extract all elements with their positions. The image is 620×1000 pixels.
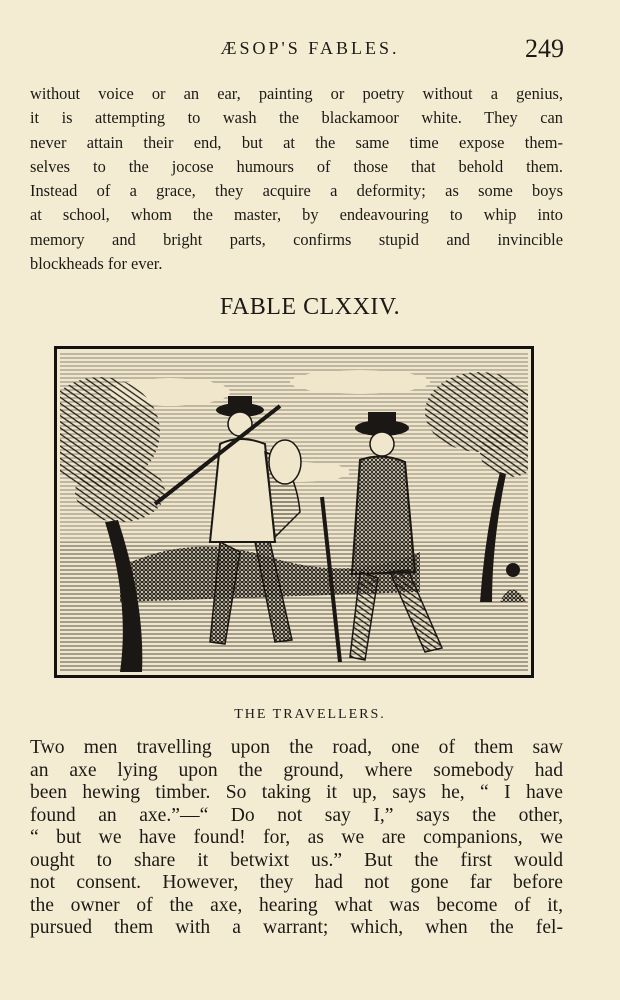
- text-line: it is attempting to wash the blackamoor white. They can: [30, 108, 563, 128]
- preceding-moral-paragraph: [30, 82, 563, 276]
- text-line: selves to the jocose humours of those that behold them.: [30, 156, 563, 176]
- fable-body-paragraph: [30, 737, 563, 940]
- text-line: at school, whom the master, by endeavouring to whip into: [30, 205, 563, 225]
- text-line: Instead of a grace, they acquire a deformity; as some boys: [30, 181, 563, 201]
- text-line: Two men travelling upon the road, one of them saw: [30, 737, 563, 758]
- text-line: “ but we have found! for, as we are companions, we: [30, 827, 563, 848]
- woodcut-illustration: [60, 352, 528, 672]
- text-line: without voice or an ear, painting or poetry without a genius,: [30, 84, 563, 103]
- illustration-caption: THE TRAVELLERS.: [234, 707, 386, 722]
- fable-title: FABLE CLXXIV.: [219, 294, 401, 320]
- page-number: 249: [525, 34, 564, 63]
- text-line: never attain their end, but at the same time expose them-: [30, 132, 563, 152]
- text-line: pursued them with a warrant; which, when the fel-: [30, 917, 563, 938]
- text-line: been hewing timber. So taking it up, says he, “ I have: [30, 782, 563, 803]
- text-line: found an axe.”—“ Do not say I,” says the other,: [30, 804, 563, 826]
- text-line: the owner of the axe, hearing what was become of it,: [30, 894, 563, 916]
- running-head: [0, 34, 620, 68]
- text-line: blockheads for ever.: [30, 254, 163, 274]
- text-line: ought to share it betwixt us.” But the first would: [30, 849, 563, 871]
- text-line: memory and bright parts, confirms stupid and invincible: [30, 229, 563, 249]
- text-line: not consent. However, they had not gone far before: [30, 872, 563, 893]
- text-line: an axe lying upon the ground, where somebody had: [30, 759, 563, 781]
- woodcut-two-travellers-icon: [54, 346, 534, 678]
- running-title: ÆSOP'S FABLES.: [220, 38, 400, 58]
